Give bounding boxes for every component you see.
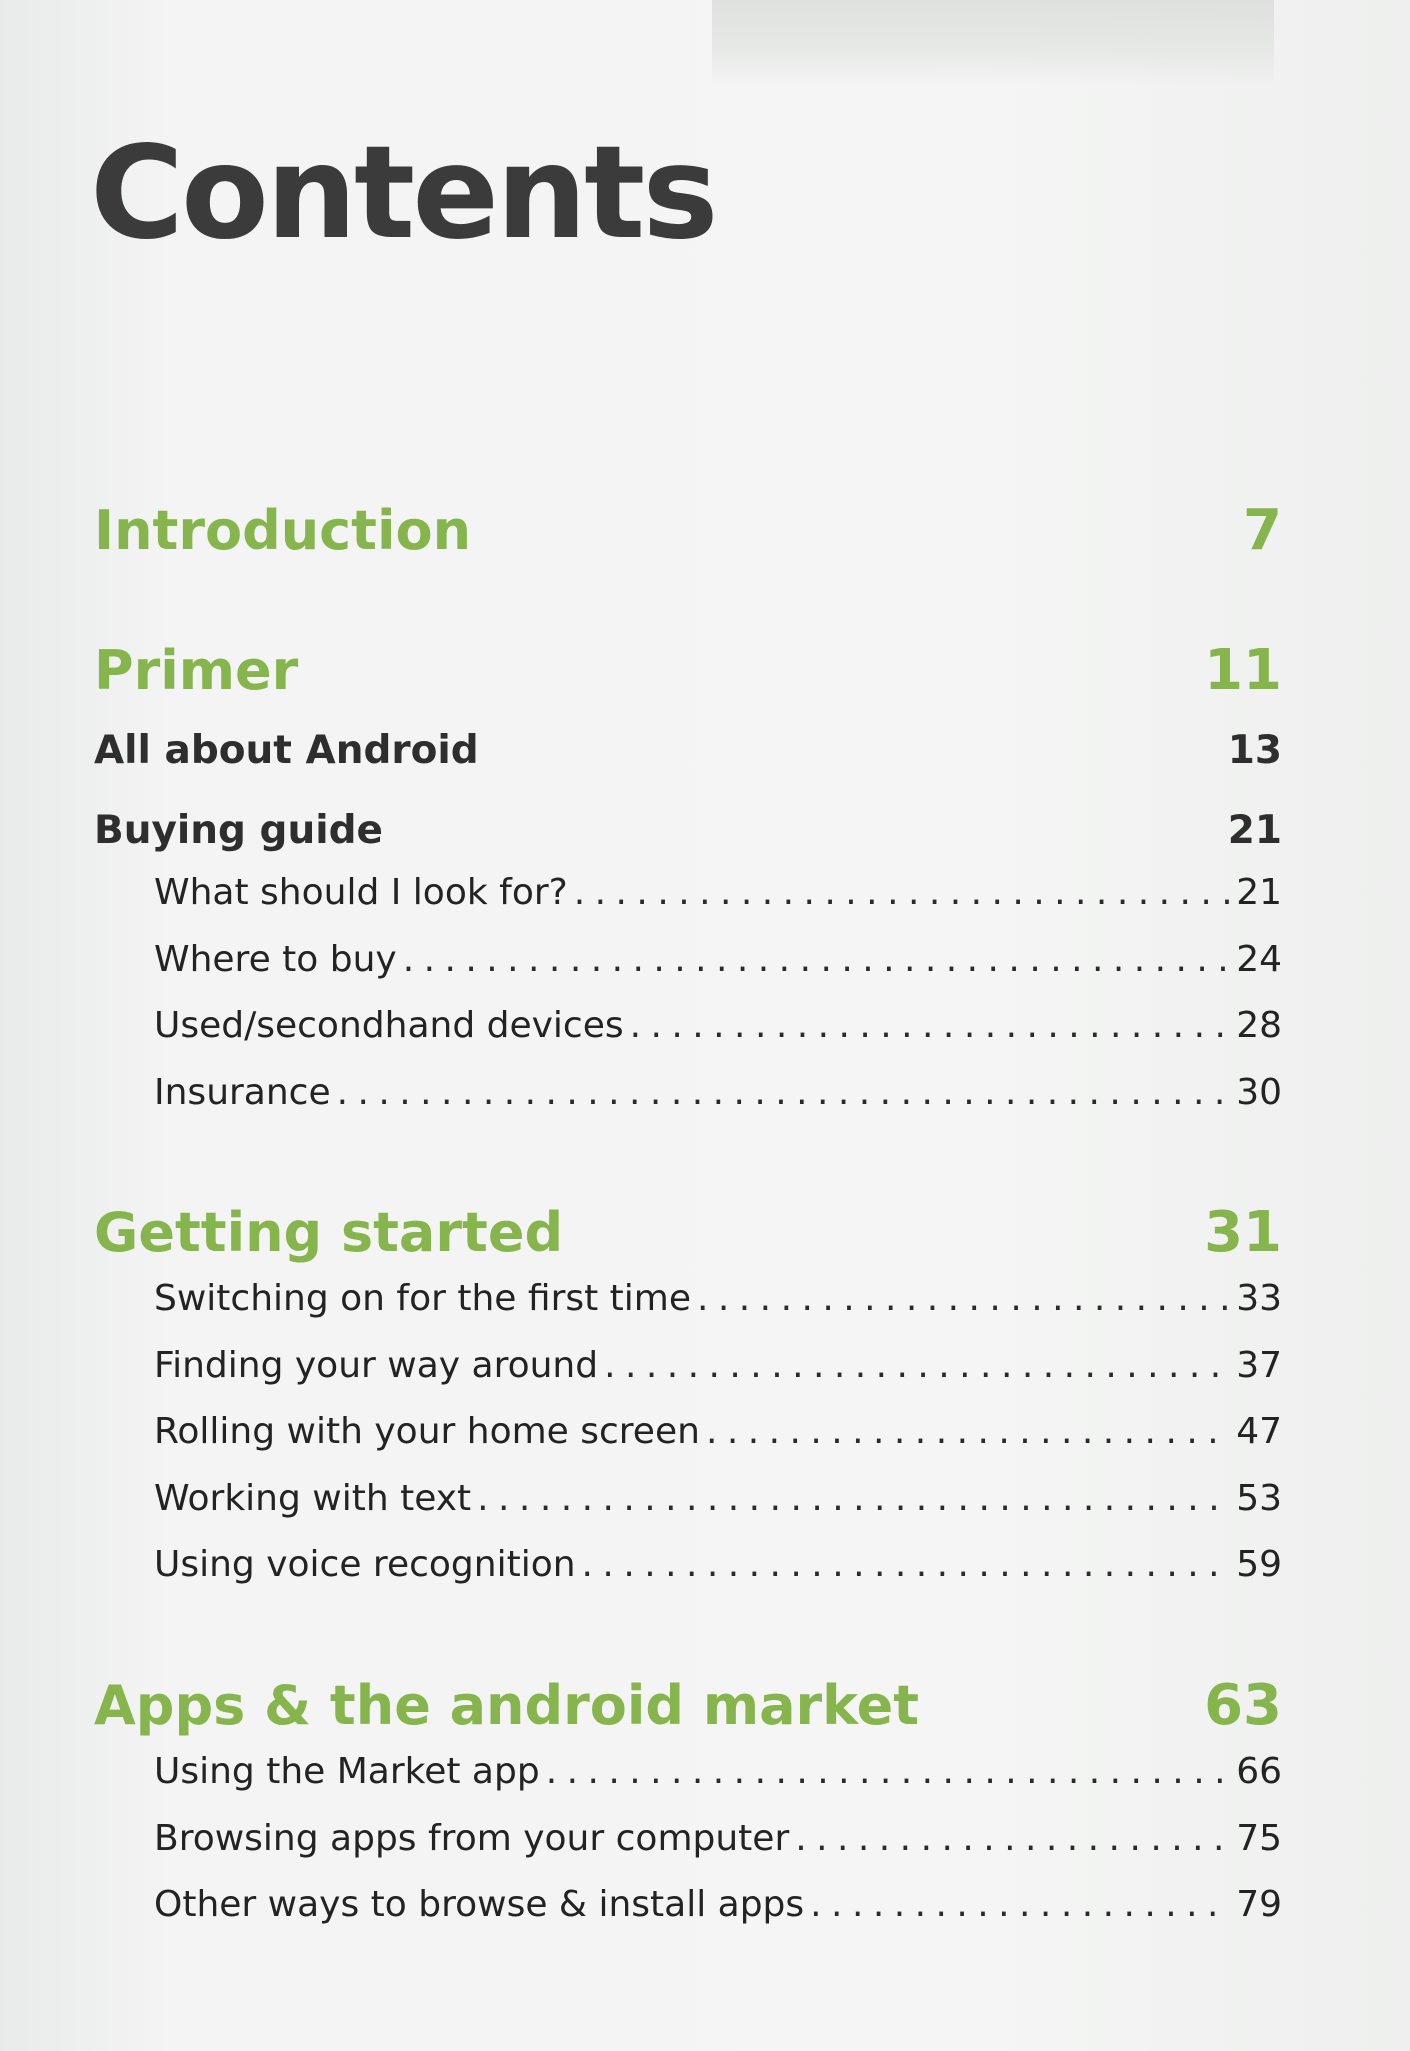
toc-entry-title: Finding your way around: [154, 1345, 599, 1386]
toc-page-number: 63: [1204, 1673, 1282, 1738]
toc-entry-title: Getting started: [94, 1201, 564, 1264]
toc-entry-title: Introduction: [94, 499, 472, 562]
toc-entry-title: Primer: [94, 639, 299, 702]
toc-entry-title: Rolling with your home screen: [154, 1411, 700, 1452]
dot-leader: [477, 1478, 1230, 1519]
dot-leader: [810, 1884, 1230, 1925]
toc-sub-using-voice-recognition[interactable]: [154, 1544, 1282, 1585]
dot-leader: [337, 1072, 1231, 1113]
toc-page-number: 53: [1236, 1478, 1282, 1519]
toc-section-buying-guide[interactable]: [94, 808, 1282, 853]
toc-chapter-getting-started[interactable]: [94, 1200, 1282, 1265]
toc-page-number: 30: [1236, 1072, 1282, 1113]
toc-page-number: 33: [1236, 1278, 1282, 1319]
toc-section-all-about-android[interactable]: [94, 728, 1282, 773]
toc-entry-title: What should I look for?: [154, 872, 568, 913]
toc-entry-title: Using voice recognition: [154, 1544, 576, 1585]
toc-page-number: 47: [1236, 1411, 1282, 1452]
toc-page-number: 79: [1236, 1884, 1282, 1925]
toc-entry-title: Switching on for the first time: [154, 1278, 692, 1319]
toc-page-number: 59: [1236, 1544, 1282, 1585]
toc-entry-title: Browsing apps from your computer: [154, 1818, 790, 1859]
toc-chapter-introduction[interactable]: [94, 498, 1282, 563]
toc-page-number: 21: [1227, 808, 1282, 853]
dot-leader: [706, 1411, 1230, 1452]
dot-leader: [546, 1751, 1230, 1792]
toc-entry-title: Using the Market app: [154, 1751, 540, 1792]
toc-page-number: 13: [1227, 728, 1282, 773]
toc-sub-using-market-app[interactable]: [154, 1751, 1282, 1792]
page-corner-shadow: [712, 0, 1274, 86]
toc-sub-what-should-i-look-for[interactable]: [154, 872, 1282, 913]
dot-leader: [403, 939, 1230, 980]
toc-sub-browsing-apps-from-computer[interactable]: [154, 1818, 1282, 1859]
toc-page-number: 37: [1236, 1345, 1282, 1386]
toc-entry-title: Insurance: [154, 1072, 331, 1113]
dot-leader: [604, 1345, 1230, 1386]
toc-sub-used-secondhand-devices[interactable]: [154, 1005, 1282, 1046]
toc-sub-where-to-buy[interactable]: [154, 939, 1282, 980]
toc-sub-other-ways-to-browse[interactable]: [154, 1884, 1282, 1925]
toc-page-number: 11: [1204, 638, 1282, 703]
toc-sub-switching-on[interactable]: [154, 1278, 1282, 1319]
dot-leader: [697, 1278, 1230, 1319]
toc-entry-title: Other ways to browse & install apps: [154, 1884, 805, 1925]
dot-leader: [795, 1818, 1230, 1859]
toc-page-number: 75: [1236, 1818, 1282, 1859]
toc-sub-finding-your-way-around[interactable]: [154, 1345, 1282, 1386]
toc-entry-title: All about Android: [94, 728, 479, 773]
toc-entry-title: Used/secondhand devices: [154, 1005, 624, 1046]
toc-sub-insurance[interactable]: [154, 1072, 1282, 1113]
dot-leader: [574, 872, 1230, 913]
toc-entry-title: Where to buy: [154, 939, 397, 980]
dot-leader: [630, 1005, 1231, 1046]
toc-page-number: 28: [1236, 1005, 1282, 1046]
toc-chapter-primer[interactable]: [94, 638, 1282, 703]
toc-entry-title: Working with text: [154, 1478, 472, 1519]
toc-entry-title: Buying guide: [94, 808, 383, 853]
toc-page-number: 21: [1236, 872, 1282, 913]
toc-sub-rolling-with-home-screen[interactable]: [154, 1411, 1282, 1452]
toc-page-number: 31: [1204, 1200, 1282, 1265]
dot-leader: [582, 1544, 1231, 1585]
toc-page-number: 66: [1236, 1751, 1282, 1792]
toc-entry-title: Apps & the android market: [94, 1674, 920, 1737]
toc-page-number: 24: [1236, 939, 1282, 980]
toc-page-number: 7: [1243, 498, 1282, 563]
toc-chapter-apps-android-market[interactable]: [94, 1673, 1282, 1738]
page-title: Contents: [90, 119, 716, 268]
toc-sub-working-with-text[interactable]: [154, 1478, 1282, 1519]
